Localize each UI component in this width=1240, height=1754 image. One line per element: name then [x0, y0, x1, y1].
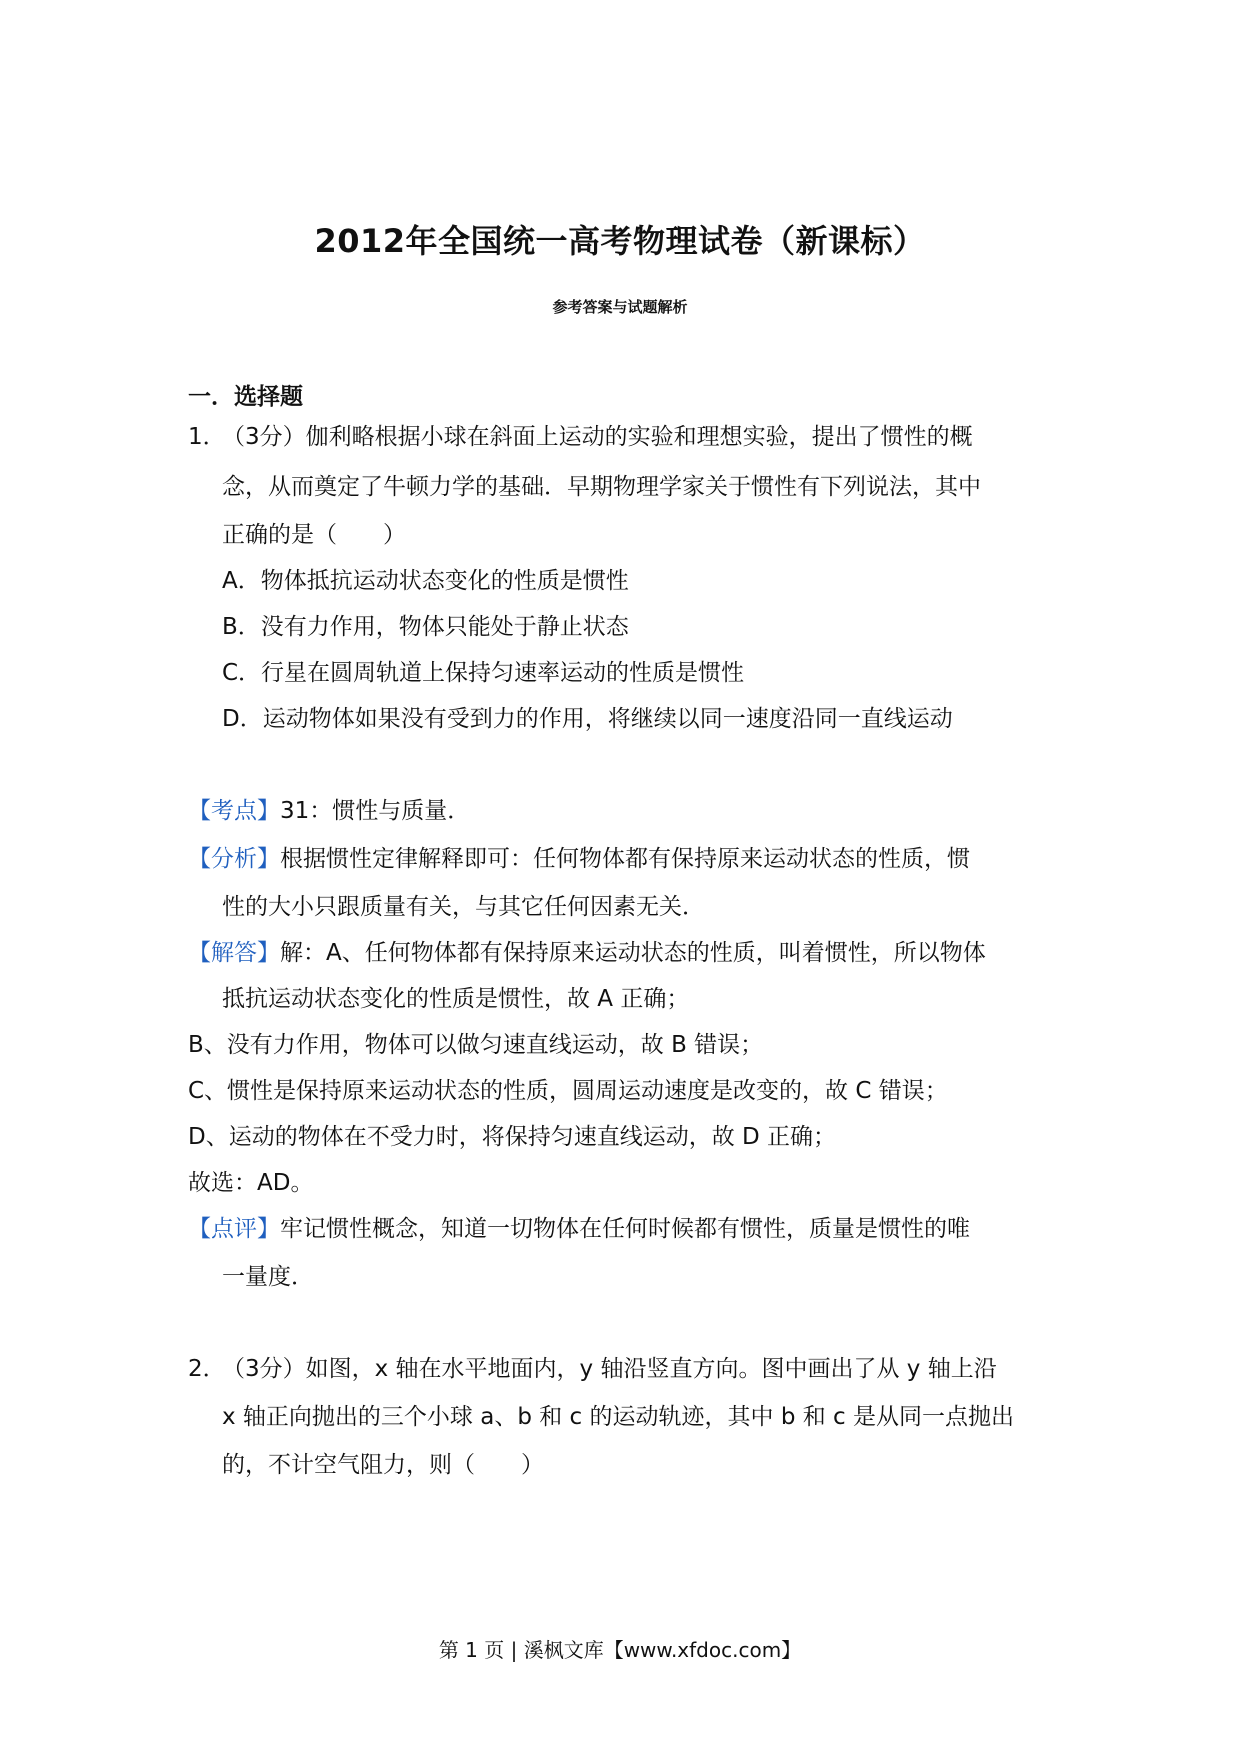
page-footer: 第 1 页 | 溪枫文库【www.xfdoc.com】 — [438, 1638, 802, 1662]
q2-stem-line: 的，不计空气阻力，则（ ） — [222, 1452, 544, 1478]
fenxi-line: 性的大小只跟质量有关，与其它任何因素无关． — [222, 894, 705, 920]
dianping-line: 牢记惯性概念，知道一切物体在任何时候都有惯性，质量是惯性的唯 — [280, 1216, 970, 1242]
q1-option-d: D．运动物体如果没有受到力的作用，将继续以同一速度沿同一直线运动 — [222, 706, 953, 732]
page-title: 2012年全国统一高考物理试卷（新课标） — [314, 222, 926, 260]
jieda-line: 抵抗运动状态变化的性质是惯性，故 A 正确； — [222, 986, 690, 1012]
answer-line: 故选：AD。 — [188, 1170, 314, 1196]
jieda-line: 解：A、任何物体都有保持原来运动状态的性质，叫着惯性，所以物体 — [280, 940, 986, 966]
section-heading: 一．选择题 — [188, 384, 303, 410]
q1-number: 1． — [188, 424, 226, 450]
q2-stem-line: （3分）如图，x 轴在水平地面内，y 轴沿竖直方向。图中画出了从 y 轴上沿 — [222, 1356, 997, 1382]
q1-stem-line: 正确的是（ ） — [222, 522, 406, 548]
q2-stem-line: x 轴正向抛出的三个小球 a、b 和 c 的运动轨迹，其中 b 和 c 是从同一点抛出 — [222, 1404, 1014, 1430]
solution-line: B、没有力作用，物体可以做匀速直线运动，故 B 错误； — [188, 1032, 764, 1058]
dianping-tag: 【点评】 — [188, 1216, 280, 1242]
q1-option-c: C．行星在圆周轨道上保持匀速率运动的性质是惯性 — [222, 660, 745, 686]
kaodian-row — [188, 796, 470, 826]
jieda-tag: 【解答】 — [188, 940, 280, 966]
dianping-row — [188, 1214, 970, 1244]
q1-stem-line: 念，从而奠定了牛顿力学的基础．早期物理学家关于惯性有下列说法，其中 — [222, 474, 981, 500]
fenxi-row — [188, 844, 970, 874]
q1-option-b: B．没有力作用，物体只能处于静止状态 — [222, 614, 629, 640]
solution-line: C、惯性是保持原来运动状态的性质，圆周运动速度是改变的，故 C 错误； — [188, 1078, 948, 1104]
jieda-row — [188, 938, 986, 968]
q2-number: 2． — [188, 1356, 226, 1382]
q1-option-a: A．物体抵抗运动状态变化的性质是惯性 — [222, 568, 629, 594]
page-subtitle: 参考答案与试题解析 — [552, 298, 688, 316]
fenxi-tag: 【分析】 — [188, 846, 280, 872]
q1-stem-line: （3分）伽利略根据小球在斜面上运动的实验和理想实验，提出了惯性的概 — [222, 424, 973, 450]
kaodian-tag: 【考点】 — [188, 798, 280, 824]
kaodian-text: 31：惯性与质量． — [280, 798, 471, 824]
fenxi-line: 根据惯性定律解释即可：任何物体都有保持原来运动状态的性质，惯 — [280, 846, 970, 872]
solution-line: D、运动的物体在不受力时，将保持匀速直线运动，故 D 正确； — [188, 1124, 837, 1150]
dianping-line: 一量度． — [222, 1264, 314, 1290]
